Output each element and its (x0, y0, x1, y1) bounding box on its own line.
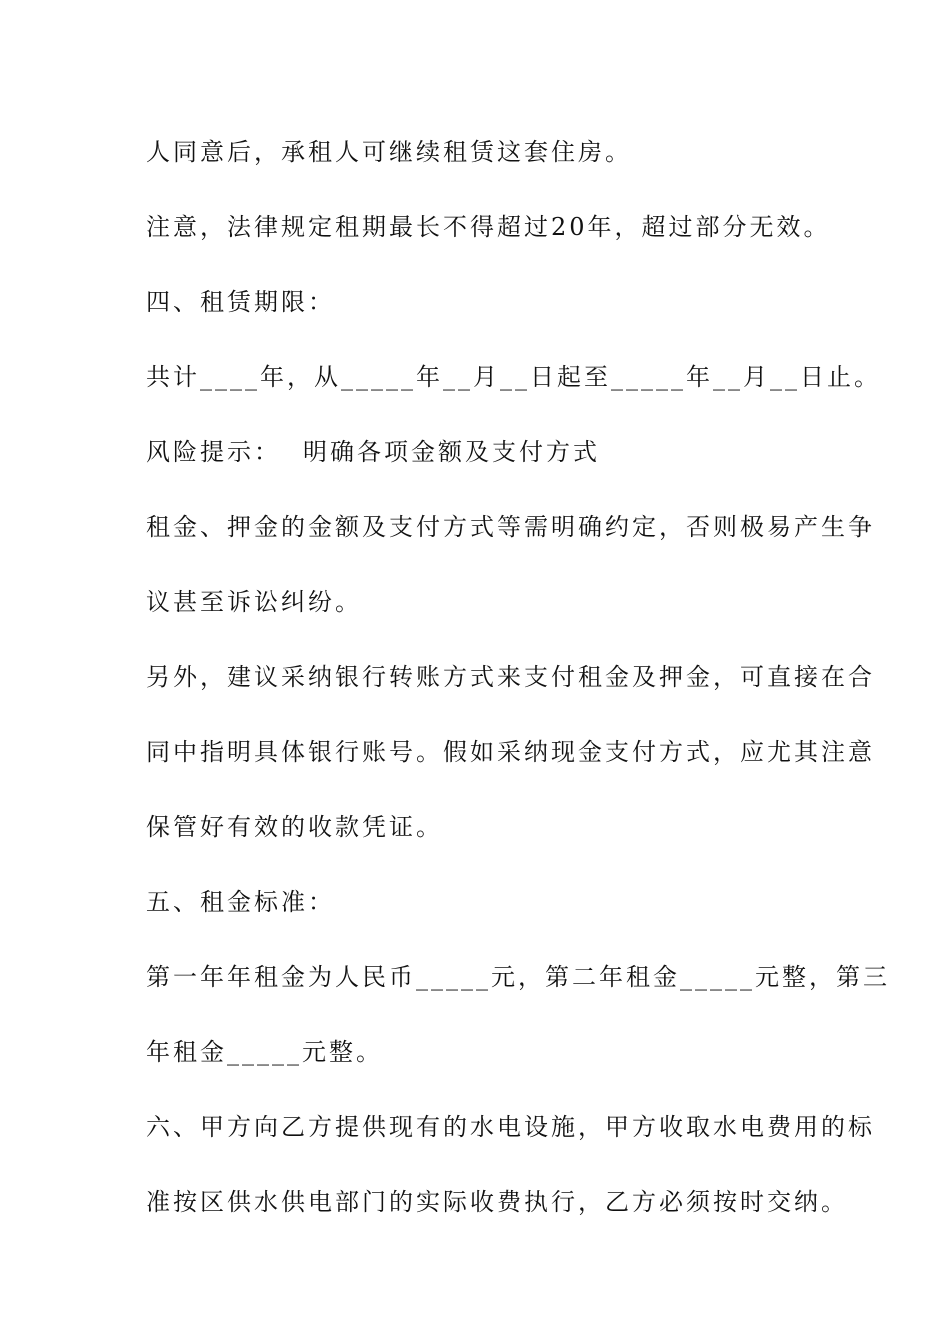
lease-term-fill-line: 共计____年，从_____年__月__日起至_____年__月__日止。 (146, 363, 881, 391)
paragraph-line: 另外，建议采纳银行转账方式来支付租金及押金，可直接在合 (146, 663, 875, 691)
rent-fill-line: 年租金_____元整。 (146, 1038, 383, 1066)
paragraph-line: 议甚至诉讼纠纷。 (146, 588, 362, 616)
risk-notice-label: 风险提示： (146, 438, 281, 466)
section-heading-lease-term: 四、租赁期限： (146, 288, 335, 316)
rent-fill-line: 第一年年租金为人民币_____元，第二年租金_____元整，第三 (146, 963, 890, 991)
paragraph-line: 人同意后，承租人可继续租赁这套住房。 (146, 138, 632, 166)
risk-notice-line (146, 436, 826, 468)
paragraph-line: 租金、押金的金额及支付方式等需明确约定，否则极易产生争 (146, 513, 875, 541)
legal-note-line: 注意，法律规定租期最长不得超过20年，超过部分无效。 (146, 213, 831, 241)
utilities-clause-line: 六、甲方向乙方提供现有的水电设施，甲方收取水电费用的标 (146, 1113, 875, 1141)
section-heading-rent-standard: 五、租金标准： (146, 888, 335, 916)
utilities-clause-line: 准按区供水供电部门的实际收费执行，乙方必须按时交纳。 (146, 1188, 848, 1216)
paragraph-line: 保管好有效的收款凭证。 (146, 813, 443, 841)
risk-notice-title: 明确各项金额及支付方式 (303, 438, 600, 466)
paragraph-line: 同中指明具体银行账号。假如采纳现金支付方式，应尤其注意 (146, 738, 875, 766)
